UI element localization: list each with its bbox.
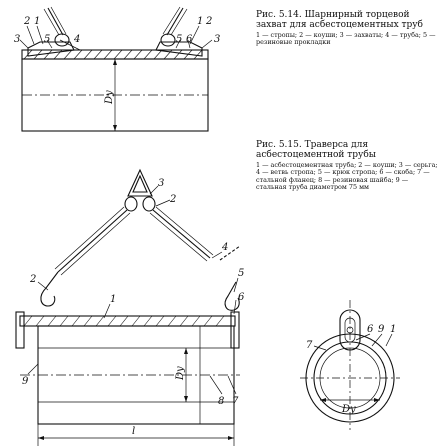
fig515-label-6: 6 <box>238 292 245 303</box>
fig-5-15-title: Рис. 5.15. Траверса для асбестоцементной трубы <box>256 140 376 160</box>
fig514-label-1a: 1 <box>34 16 41 27</box>
fig-5-15-drawing <box>16 170 245 446</box>
fig515-label-9: 9 <box>22 376 29 387</box>
fig-5-14-legend: 1 — стропы; 2 — коуши; 3 — захваты; 4 — труба; 5 — резиновые прокладки <box>256 31 436 47</box>
fig515-label-5: 5 <box>238 268 245 279</box>
fig514-label-3a: 3 <box>14 34 21 45</box>
right-thimble <box>161 34 175 46</box>
top-right-thimble <box>143 197 155 211</box>
fig514-label-1b: 1 <box>197 16 204 27</box>
side-label-9: 9 <box>378 324 385 335</box>
side-label-7: 7 <box>306 340 313 351</box>
fig515-label-7: 7 <box>232 396 239 407</box>
fig514-label-3b: 3 <box>214 34 221 45</box>
fig515-dy-label: Dy <box>175 366 186 380</box>
fig515-label-1: 1 <box>110 294 117 305</box>
fig515-length-label: l <box>132 426 136 437</box>
left-hook <box>41 272 58 306</box>
fig514-label-5b: 5 <box>176 34 183 45</box>
left-sling <box>48 8 63 35</box>
left-sling-branch <box>58 210 127 272</box>
left-thimble <box>55 34 69 46</box>
fig-5-14-title: Рис. 5.14. Шарнирный торцевой захват для асбестоцементных труб <box>256 10 423 30</box>
fig514-label-6: 6 <box>186 34 193 45</box>
right-sling-branch <box>153 210 210 258</box>
fig514-dy-label: Dy <box>104 90 115 104</box>
side-label-6: 6 <box>367 324 374 335</box>
fig514-label-4: 4 <box>74 34 81 45</box>
fig515-label-3: 3 <box>158 178 165 189</box>
side-label-1: 1 <box>390 324 397 335</box>
fig515-label-8: 8 <box>218 396 225 407</box>
fig-5-14-drawing <box>14 7 220 131</box>
fig515-label-4: 4 <box>222 242 229 253</box>
fig514-label-5a: 5 <box>44 34 51 45</box>
traverse-hatch <box>24 316 224 326</box>
fig-5-15-side-view <box>300 300 400 430</box>
side-dy-label: Dy <box>342 404 356 415</box>
right-sling <box>167 8 183 35</box>
pipe-top-hatch <box>24 50 202 59</box>
fig-5-15-legend: 1 — асбестоцементная труба; 2 — коуши; 3 — серьга; 4 — ветвь стропа; 5 — крюк стропа; 6 — скоба; 7 — стальной фланец; 8 — резиновая шайба; 9 — стальная труба диаметром 75 мм <box>256 161 438 192</box>
fig515-label-2l: 2 <box>30 274 37 285</box>
top-left-thimble <box>125 197 137 211</box>
fig514-label-2a: 2 <box>24 16 31 27</box>
fig514-label-2b: 2 <box>206 16 213 27</box>
shackle-inner <box>133 176 147 192</box>
fig515-leaders <box>28 186 238 394</box>
fig515-label-2r: 2 <box>170 194 177 205</box>
